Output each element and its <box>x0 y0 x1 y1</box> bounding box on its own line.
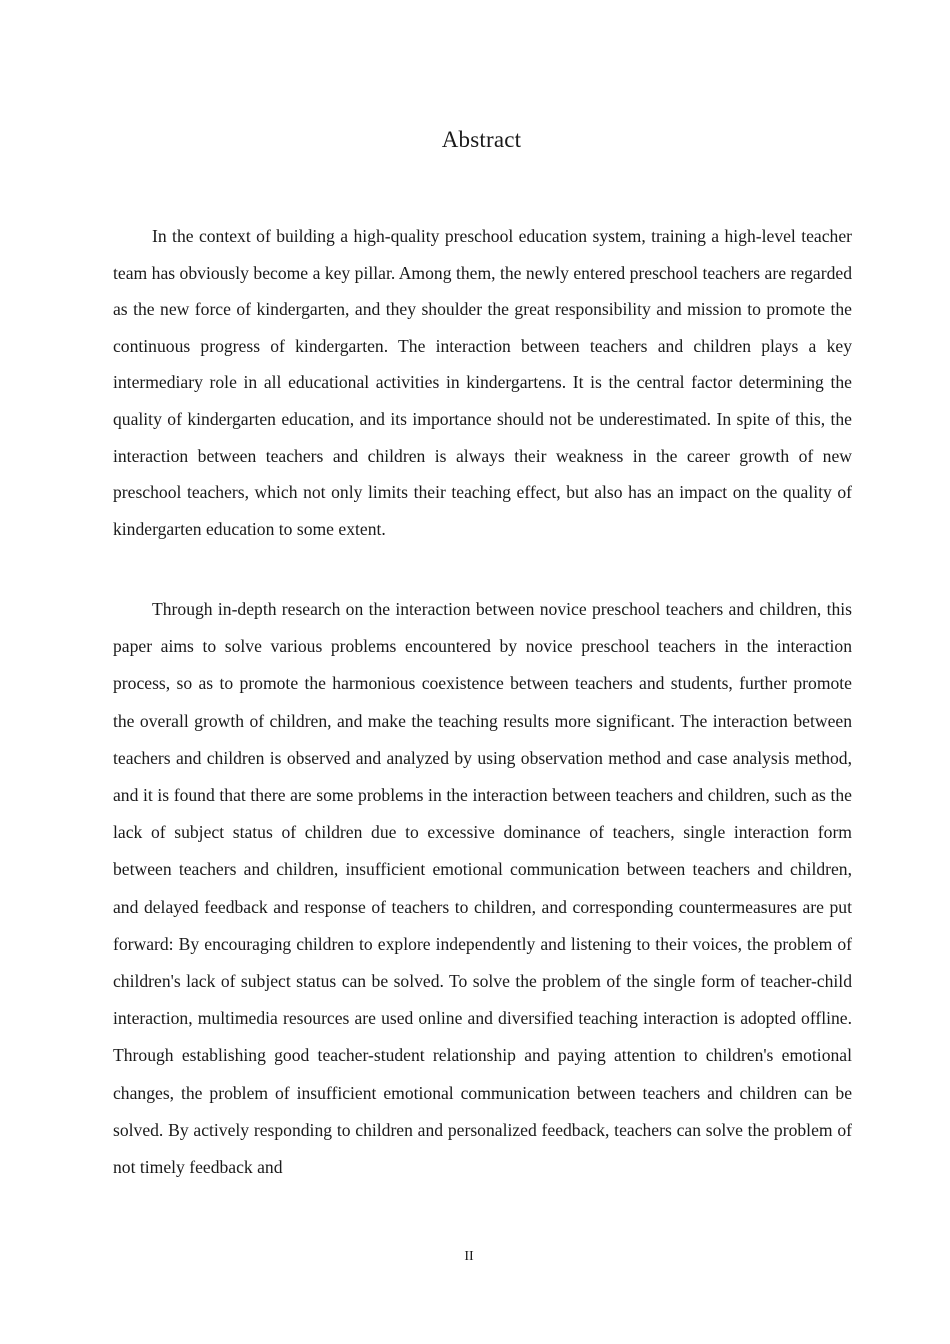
abstract-paragraph-2: Through in-depth research on the interaction between novice preschool teachers and children, this paper aims to solve various problems encountered by novice preschool teachers in the interaction process, so as to promote the harmonious coexistence between teachers and students, further promote the overall growth of children, and make the teaching results more significant. The interaction between teachers and children is observed and analyzed by using observation method and case analysis method, and it is found that there are some problems in the interaction between teachers and children, such as the lack of subject status of children due to excessive dominance of teachers, single interaction form between teachers and children, insufficient emotional communication between teachers and children, and delayed feedback and response of teachers to children, and corresponding countermeasures are put forward: By encouraging children to explore independently and listening to their voices, the problem of children's lack of subject status can be solved. To solve the problem of the single form of teacher-child interaction, multimedia resources are used online and diversified teaching interaction is adopted offline. Through establishing good teacher-student relationship and paying attention to children's emotional changes, the problem of insufficient emotional communication between teachers and children can be solved. By actively responding to children and personalized feedback, teachers can solve the problem of not timely feedback and <box>113 599 852 1178</box>
page-title: Abstract <box>441 127 522 152</box>
abstract-paragraph-1: In the context of building a high-quality preschool education system, training a high-level teacher team has obviously become a key pillar. Among them, the newly entered preschool teachers are regarded as the new force of kindergarten, and they shoulder the great responsibility and mission to promote the continuous progress of kindergarten. The interaction between teachers and children plays a key intermediary role in all educational activities in kindergartens. It is the central factor determining the quality of kindergarten education, and its importance should not be underestimated. In spite of this, the interaction between teachers and children is always their weakness in the career growth of new preschool teachers, which not only limits their teaching effect, but also has an impact on the quality of kindergarten education to some extent. <box>113 226 852 539</box>
page-number: II <box>464 1249 474 1264</box>
